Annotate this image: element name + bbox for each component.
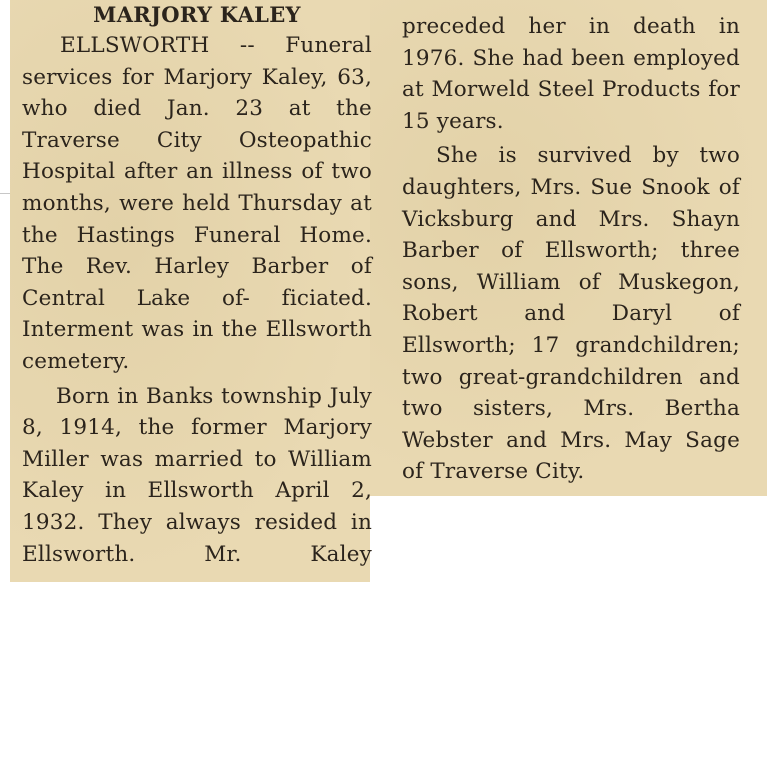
scan-edge-mark	[0, 193, 10, 194]
article-right-column	[402, 11, 740, 488]
article-paragraph: ELLSWORTH -- Funeral services for Marjory Kaley, 63, who died Jan. 23 at the Traverse City Osteopathic Hospital after an illness of two months, were held Thursday at the Hastings Funeral Home. The Rev. Harley Barber of Central Lake of- ficiated. Interment was in the Ellsworth cemetery.	[22, 33, 372, 374]
article-paragraph: Born in Banks township July 8, 1914, the former Marjory Miller was married to William Kaley in Ellsworth April 2, 1932. They always resided in Ellsworth. Mr. Kaley	[22, 383, 372, 567]
article-headline: MARJORY KALEY	[93, 2, 301, 27]
article-left-column	[22, 0, 372, 570]
article-paragraph: She is survived by two daughters, Mrs. Sue Snook of Vicksburg and Mrs. Shayn Barber of Ellsworth; three sons, William of Muskegon, Robert and Daryl of Ellsworth; 17 grandchildren; two great-grandchildren and two sisters, Mrs. Bertha Webster and Mrs. May Sage of Traverse City.	[402, 143, 740, 485]
article-paragraph-continued: preceded her in death in 1976. She had been employed at Morweld Steel Products for 15 years.	[402, 14, 740, 134]
